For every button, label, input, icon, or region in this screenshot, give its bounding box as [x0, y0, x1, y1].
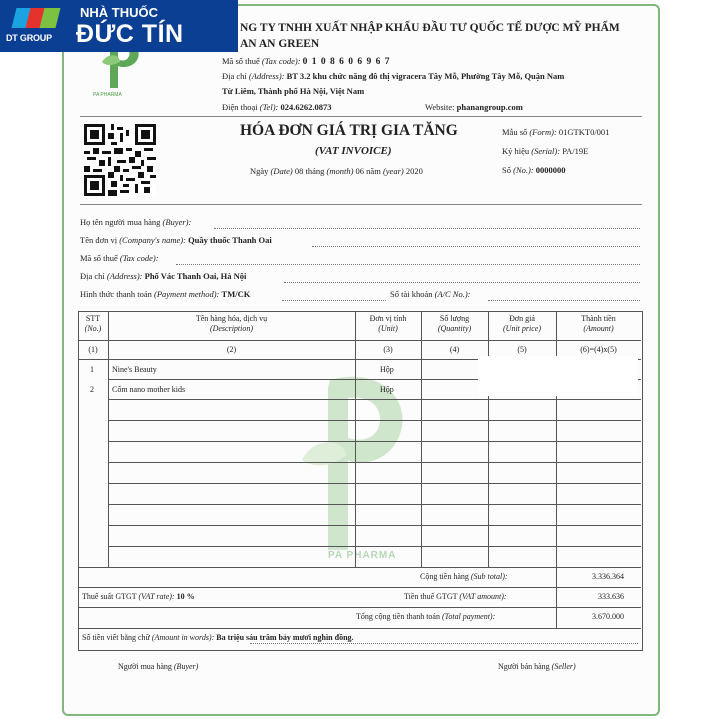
invoice-title: HÓA ĐƠN GIÁ TRỊ GIA TĂNG — [240, 122, 458, 139]
seller-signature-label: Người bán hàng (Seller) — [498, 662, 576, 671]
row-divider — [108, 483, 641, 484]
invoice-number-row: Số (No.): 0000000 — [502, 165, 566, 175]
buyer-signature-label: Người mua hàng (Buyer) — [118, 662, 199, 671]
row-divider — [78, 607, 641, 608]
col-header-description: Tên hàng hóa, dịch vụ (Description) — [195, 314, 268, 333]
seller-company-line1: NG TY TNHH XUẤT NHẬP KHẨU ĐẦU TƯ QUỐC TẾ DƯỢC MỸ PHẨM — [240, 22, 620, 34]
row1-unit: Hộp — [380, 365, 394, 374]
col-header-amount: Thành tiền (Amount) — [581, 314, 616, 333]
index-cell: (2) — [226, 345, 237, 354]
store-banner — [0, 0, 238, 52]
index-cell: (3) — [383, 345, 393, 354]
amount-in-words-row: Số tiền viết bằng chữ (Amount in words): Ba triệu sáu trăm bảy mươi nghìn đồng. — [82, 633, 354, 642]
watermark-logo-icon — [300, 360, 420, 560]
vat-amount-value: 333.636 — [598, 592, 624, 601]
brand-name: ĐỨC TÍN — [76, 20, 184, 48]
row-divider — [108, 546, 641, 547]
invoice-subtitle: (VAT INVOICE) — [315, 145, 392, 157]
form-row: Mẫu số (Form): 01GTKT0/001 — [502, 127, 610, 137]
buyer-name-line — [214, 228, 640, 229]
payment-method-row: Hình thức thanh toán (Payment method): TM/CK — [80, 289, 251, 299]
col-header-no: STT (No.) — [84, 314, 102, 333]
buyer-tax-row: Mã số thuế (Tax code): — [80, 253, 159, 263]
header-divider — [80, 116, 642, 117]
seller-website-row: Website: phanangroup.com — [425, 102, 523, 112]
row2-no: 2 — [90, 385, 94, 394]
buyer-address-line — [284, 282, 640, 283]
row1-description: Nine's Beauty — [112, 365, 157, 374]
total-payment-value: 3.670.000 — [592, 612, 624, 621]
col-header-unit-price: Đơn giá (Unit price) — [503, 314, 541, 333]
row-divider — [78, 340, 641, 341]
account-number-line — [488, 300, 640, 301]
serial-row: Ký hiệu (Serial): PA/19E — [502, 146, 589, 156]
seller-phone-row: Điện thoại (Tel): 024.6262.0873 — [222, 102, 332, 112]
row1-no: 1 — [90, 365, 94, 374]
redacted-area — [478, 356, 638, 396]
brand-top-text: NHÀ THUỐC — [80, 5, 158, 20]
buyer-company-row: Tên đơn vị (Company's name): Quầy thuốc Thanh Oai — [80, 235, 272, 245]
vat-amount-label: Tiền thuế GTGT (VAT amount): — [404, 592, 507, 601]
row-divider — [108, 420, 641, 421]
index-cell: (6)=(4)x(5) — [580, 345, 617, 354]
row-divider — [108, 504, 641, 505]
row-divider — [108, 462, 641, 463]
index-cell: (4) — [449, 345, 460, 354]
col-header-quantity: Số lượng (Quantity) — [437, 314, 472, 333]
total-payment-label: Tổng cộng tiền thanh toán (Total payment): — [356, 612, 496, 621]
logo-text: PA PHARMA — [93, 92, 122, 98]
index-cell: (1) — [88, 345, 98, 354]
payment-method-line — [282, 300, 386, 301]
row-divider — [78, 628, 641, 629]
row2-description: Cốm nano mother kids — [112, 385, 186, 394]
seller-address-row: Địa chỉ (Address): BT 3.2 khu chức năng đô thị vigracera Tây Mỗ, Phường Tây Mỗ, Quận Nam — [222, 71, 565, 81]
row-divider — [108, 525, 641, 526]
col-header-unit: Đơn vị tính (Unit) — [369, 314, 407, 333]
row-divider — [108, 441, 641, 442]
buyer-divider — [80, 204, 642, 205]
buyer-address-row: Địa chỉ (Address): Phố Vác Thanh Oai, Hà Nội — [80, 271, 247, 281]
buyer-tax-line — [176, 264, 640, 265]
buyer-name-row: Họ tên người mua hàng (Buyer): — [80, 217, 192, 227]
buyer-company-line — [312, 246, 640, 247]
row2-unit: Hộp — [380, 385, 394, 394]
amount-in-words-line — [250, 643, 638, 644]
watermark-text: PA PHARMA — [328, 550, 397, 561]
row-divider — [78, 587, 641, 588]
row-divider — [108, 399, 641, 400]
group-label: DT GROUP — [6, 33, 52, 43]
subtotal-value: 3.336.364 — [592, 572, 624, 581]
qr-code-icon — [84, 124, 156, 196]
index-cell: (5) — [517, 345, 527, 354]
seller-tax-row: Mã số thuế (Tax code): 0 1 0 8 6 0 6 9 6 7 — [222, 56, 391, 67]
vat-rate-label: Thuế suất GTGT (VAT rate): 10 % — [82, 592, 195, 601]
seller-company-line2: AN AN GREEN — [240, 38, 320, 50]
dt-group-logo — [6, 6, 64, 46]
subtotal-label: Cộng tiền hàng (Sub total): — [420, 572, 508, 581]
row-divider — [78, 567, 641, 568]
account-number-row: Số tài khoản (A/C No.): — [390, 289, 471, 299]
invoice-date-row: Ngày (Date) 08 tháng (month) 06 năm (year) 2020 — [250, 166, 423, 176]
seller-address-line2: Từ Liêm, Thành phố Hà Nội, Việt Nam — [222, 86, 365, 96]
